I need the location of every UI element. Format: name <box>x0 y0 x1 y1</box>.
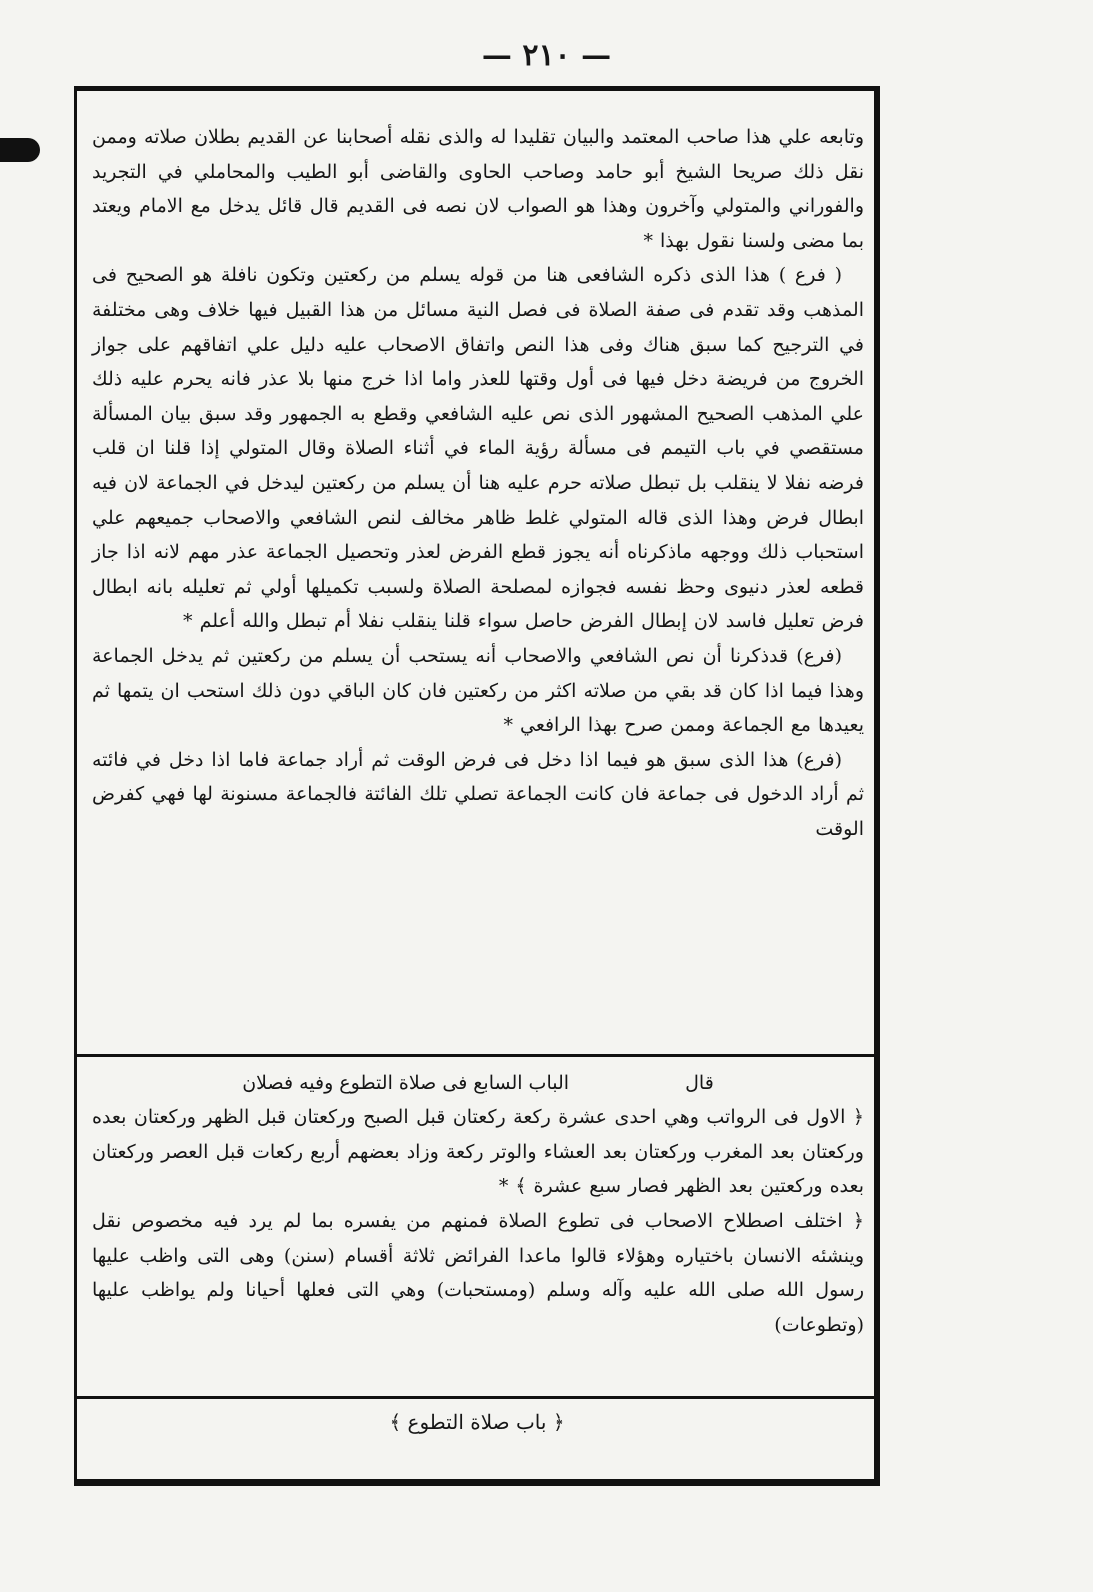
commentary-paragraph: (فرع) قدذكرنا أن نص الشافعي والاصحاب أنه يستحب أن يسلم من ركعتين ثم يدخل الجماعة وهذا فيما اذا كان قد بقي من صلاته اكثر من ركعتين فان كان الباقي دون ذلك استحب ان يتمها ثم يعيدها مع الجماعة وممن صرح بهذا الرافعي * <box>91 644 864 737</box>
chapter-heading <box>92 1066 864 1100</box>
margin-mark <box>0 138 40 162</box>
section-divider <box>74 1054 880 1057</box>
commentary-paragraph: ( فرع ) هذا الذى ذكره الشافعى هنا من قوله يسلم من ركعتين وتكون نافلة هو الصحيح فى المذهب وقد تقدم فى صفة الصلاة فى فصل النية مسائل من هذا القبيل فيها خلاف وهى مختلفة في الترجيح كما سبق هناك وفى هذا النص واتفاق الاصحاب عليه دليل علي اتفاقهم على جواز الخروج من فريضة دخل فيها فى أول وقتها للعذر واما اذا خرج منها بلا عذر فانه يحرم عليه ذلك علي المذهب الصحيح المشهور الذى نص عليه الشافعي وقطع به الجمهور وقد سبق بيان المسألة مستقصي في باب التيمم فى مسألة رؤية الماء في أثناء الصلاة وقال المتولي إذا قلنا ان قلب فرضه نفلا لا ينقلب بل تبطل صلاته حرم عليه هنا أن يسلم من ركعتين ليدخل في الجماعة لان فيه ابطال فرض وهذا الذى قاله المتولي غلط ظاهر مخالف لنص الشافعي والاصحاب جميعهم علي استحباب ذلك ووجهه ماذكرناه أنه يجوز قطع الفرض لعذر وتحصيل الجماعة عذر مهم لانه اذا جاز قطعه لعذر دنيوى وحظ نفسه فجوازه لمصلحة الصلاة ولسبب تكميلها أولي ثم تعليله بانه ابطال فرض تعليل فاسد لان إبطال الفرض حاصل سواء قلنا ينقلب نفلا أم تبطل والله أعلم * <box>92 264 864 633</box>
sharh-section <box>92 1204 864 1342</box>
footer-title: ﴿ باب صلاة التطوع ﴾ <box>389 1410 565 1434</box>
page-number: — ٢١٠ — <box>481 38 612 73</box>
chapter-title: الباب السابع فى صلاة التطوع وفيه فصلان <box>242 1072 570 1094</box>
footer-divider <box>74 1396 880 1399</box>
commentary-paragraph: وتابعه علي هذا صاحب المعتمد والبيان تقليدا له والذى نقله أصحابنا عن القديم بطلان صلاته وممن نقل ذلك صريحا الشيخ أبو حامد وصاحب الحاوى والقاضى أبو الطيب والمحاملي في التجريد والفوراني والمتولي وآخرون وهذا هو الصواب لان نصه فى القديم قال قائل يدخل مع الامام ويعتد بما مضى ولسنا نقول بهذا * <box>92 126 864 252</box>
chapter-qal: قال <box>685 1072 714 1094</box>
matn-paragraph: ﴿ الاول فى الرواتب وهي احدى عشرة ركعة ركعتان قبل الصبح وركعتان قبل الظهر وركعتان بعده وركعتان بعد المغرب وركعتان بعد العشاء والوتر ركعة وزاد بعضهم أربع ركعات قبل العصر وركعتان بعده وركعتين بعد الظهر فصار سبع عشرة ﴾ * <box>92 1106 864 1198</box>
commentary-section <box>92 120 864 1050</box>
commentary-paragraph: (فرع) هذا الذى سبق هو فيما اذا دخل فى فرض الوقت ثم أراد جماعة فاما اذا دخل في فائته ثم أراد الدخول فى جماعة فان كانت الجماعة تصلي تلك الفائتة فالجماعة مسنونة لها فهي كفرض الوقت <box>92 748 864 840</box>
matn-section <box>92 1100 864 1204</box>
sharh-paragraph: ﴿ اختلف اصطلاح الاصحاب فى تطوع الصلاة فمنهم من يفسره بما لم يرد فيه مخصوص نقل وينشئه الانسان باختياره وهؤلاء قالوا ماعدا الفرائض ثلاثة أقسام (سنن) وهى التى واظب عليها رسول الله صلى الله عليه وآله وسلم (ومستحبات) وهي التى فعلها أحيانا ولم يواظب عليها (وتطوعات) <box>92 1210 864 1336</box>
